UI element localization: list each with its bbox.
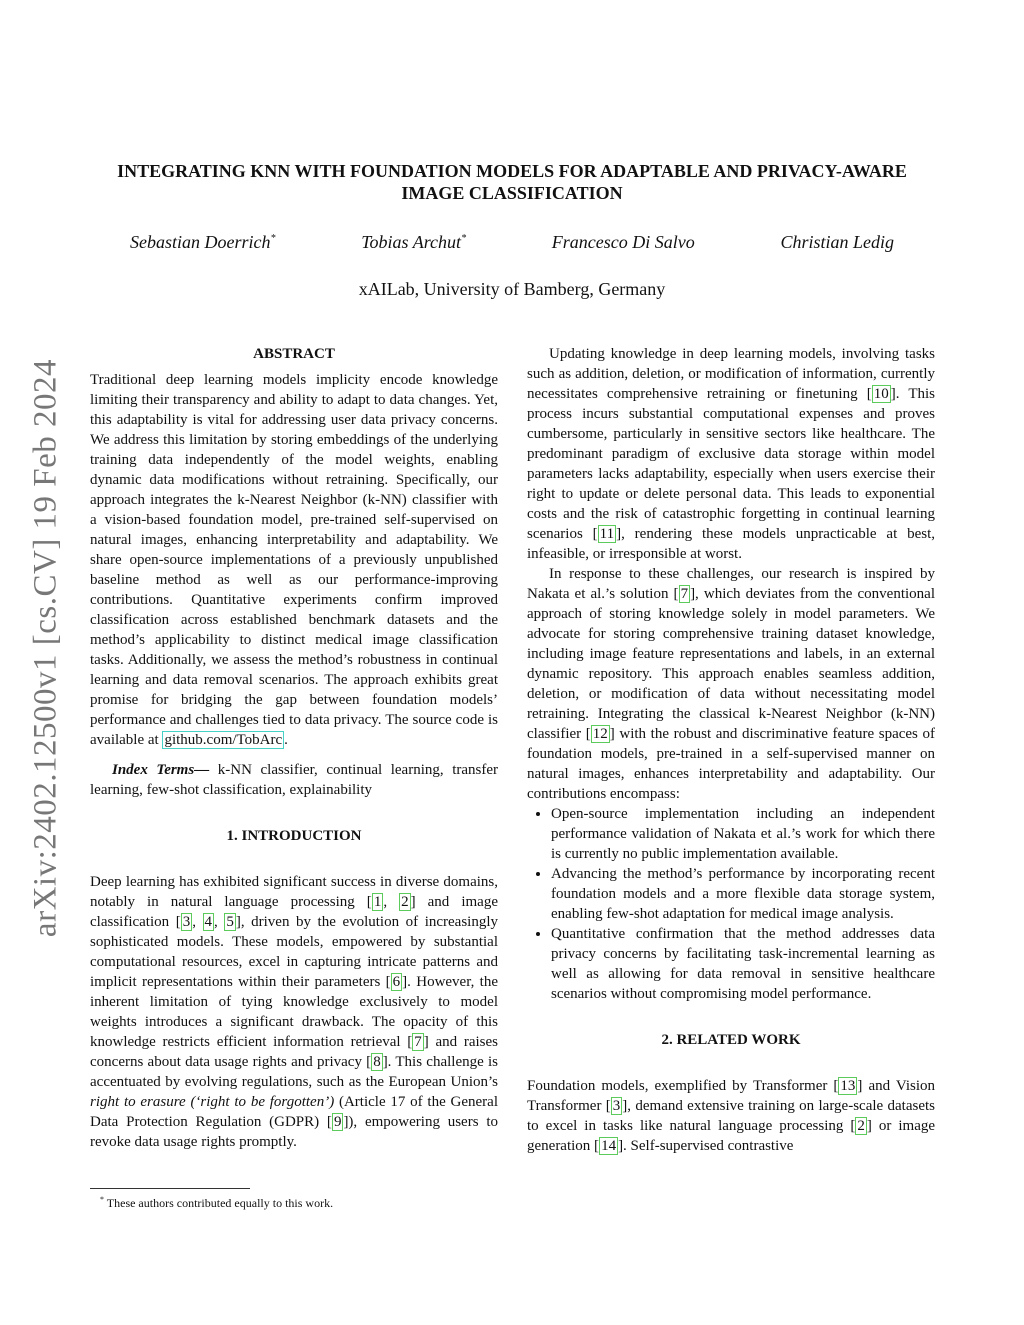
citation-7[interactable]: 7	[414, 1034, 422, 1050]
contribution-item: • Quantitative confirmation that the method addresses data privacy concerns by facilitating task-incremental learning as well as allowing for data removal in sensitive healthcare scenarios without compromising model performance.	[551, 924, 935, 1004]
citation-3b[interactable]: 3	[612, 1098, 621, 1114]
citation-6[interactable]: 6	[392, 974, 401, 990]
related-work-heading: 2. RELATED WORK	[661, 1032, 801, 1048]
arxiv-identifier: arXiv:2402.12500v1 [cs.CV] 19 Feb 2024	[27, 358, 64, 938]
intro-paragraph-2: Updating knowledge in deep learning models, involving tasks such as addition, deletion, or modification of information, currently necessitates comprehensive retraining or finetuning [ 10 ]. This process incurs substantial computational expenses and proves cumbersome, particularly in sensitive sectors like healthcare. The predominant paradigm of exclusive data storage within model parameters lacks adaptability, especially when users exercise their right to update or delete personal data. This leads to exponential costs and the risk of catastrophic forgetting in continual learning scenarios [ 11 ], rendering these models unpracticable at best, infeasible, or irresponsible at worst.	[527, 346, 935, 562]
paper-title: INTEGRATING KNN WITH FOUNDATION MODELS FOR ADAPTABLE AND PRIVACY-AWARE IMAGE CLASSIFICATION	[117, 161, 907, 203]
author-4: Christian Ledig	[780, 232, 894, 252]
citation-14[interactable]: 14	[601, 1138, 617, 1154]
citation-4[interactable]: 4	[204, 914, 213, 930]
contribution-item: • Open-source implementation including an independent performance validation of Nakata et al.’s work for which there is currently no public implementation available.	[551, 804, 935, 864]
author-3: Francesco Di Salvo	[551, 232, 695, 252]
citation-2[interactable]: 2	[401, 894, 409, 910]
affiliation: xAILab, University of Bamberg, Germany	[358, 279, 666, 299]
author-1: Sebastian Doerrich*	[130, 232, 276, 252]
citation-13[interactable]: 13	[840, 1078, 856, 1094]
author-list	[130, 232, 894, 253]
citation-9[interactable]: 9	[333, 1114, 342, 1130]
citation-12[interactable]: 12	[592, 726, 608, 742]
abstract-heading: ABSTRACT	[253, 346, 335, 362]
citation-11[interactable]: 11	[599, 526, 615, 542]
citation-7b[interactable]: 7	[680, 586, 689, 602]
citation-3[interactable]: 3	[182, 914, 191, 930]
intro-paragraph-3: In response to these challenges, our research is inspired by Nakata et al.’s solution [ 7 ], which deviates from the conventional approach of storing knowledge solely in model parameters. We advocate for storing comprehensive training dataset knowledge, including image feature representations and labels, in an external dynamic repository. This approach enables seamless addition, deletion, or modification of data without necessitating model retraining. Integrating the classical k-Nearest Neighbor (k-NN) classifier [ 12 ] with the robust and discriminative feature spaces of foundation models, pre-trained in a self-supervised manner on natural images, enhances interpretability and adaptability. Our contributions encompass:	[527, 566, 935, 802]
intro-paragraph-1: Deep learning has exhibited significant success in diverse domains, notably in natural language processing [ 1 , 2 ] and image classification [ 3 , 4 , 5 ], driven by the evolution of increasingly sophisticated models. These models, empowered by substantial computational resources, excel in capturing intricate patterns and implicit representations within their parameters [ 6 ]. However, the inherent limitation of tying knowledge exclusively to model weights introduces a significant drawback. The opacity of this knowledge restricts efficient information retrieval [ 7 ] and raises concerns about data usage rights and privacy [ 8 ]. This challenge is accentuated by evolving regulations, such as the European Union’s right to erasure (‘right to be forgotten’) (Article 17 of the General Data Protection Regulation (GDPR) [ 9 ]), empowering users to revoke data usage rights promptly.	[90, 874, 499, 1150]
left-column	[90, 344, 498, 1152]
contribution-item: • Advancing the method’s performance by incorporating recent foundation models and a more flexible data storage system, enabling few-shot adaptation for medical image analysis.	[551, 864, 935, 924]
contributions-list	[527, 804, 935, 1004]
citation-2b[interactable]: 2	[857, 1118, 865, 1134]
right-column	[527, 344, 935, 1156]
citation-10[interactable]: 10	[873, 386, 889, 402]
citation-8[interactable]: 8	[373, 1054, 381, 1070]
source-code-link[interactable]: github.com/TobArc	[164, 732, 283, 748]
intro-heading: 1. INTRODUCTION	[226, 828, 362, 844]
citation-1[interactable]: 1	[373, 894, 382, 910]
author-2: Tobias Archut*	[361, 232, 467, 252]
related-paragraph-1: Foundation models, exemplified by Transformer [ 13 ] and Vision Transformer [ 3 ], demand extensive training on large-scale datasets to excel in tasks like natural language processing [ 2 ] or image generation [ 14 ]. Self-supervised contrastive	[527, 1078, 936, 1154]
footnote: * These authors contributed equally to this work.	[100, 1195, 334, 1210]
footnote-rule	[90, 1188, 250, 1189]
citation-5[interactable]: 5	[226, 914, 234, 930]
abstract-text: Traditional deep learning models implicity encode knowledge limiting their transparency and ability to adapt to data changes. Yet, this adaptability is vital for addressing user data privacy concerns. We address this limitation by storing embeddings of the underlying training data independently of the model weights, enabling dynamic data modifications without retraining. Specifically, our approach integrates the k-Nearest Neighbor (k-NN) classifier with a vision-based foundation model, pre-trained self-supervised on natural images, enhancing interpretability and adaptability. We share open-source implementations of a previously unpublished baseline method as well as our performance-improving contributions. Quantitative experiments confirm improved classification across established benchmark datasets and the method’s applicability to distinct medical image classification tasks. Additionally, we assess the method’s robustness in continual learning and data removal scenarios. The approach exhibits great promise for bridging the gap between foundation models’ performance and challenges tied to data privacy. The source code is available at github.com/TobArc .	[90, 372, 498, 748]
index-terms: Index Terms— k-NN classifier, continual learning, transfer learning, few-shot classification, explainability	[90, 762, 498, 798]
